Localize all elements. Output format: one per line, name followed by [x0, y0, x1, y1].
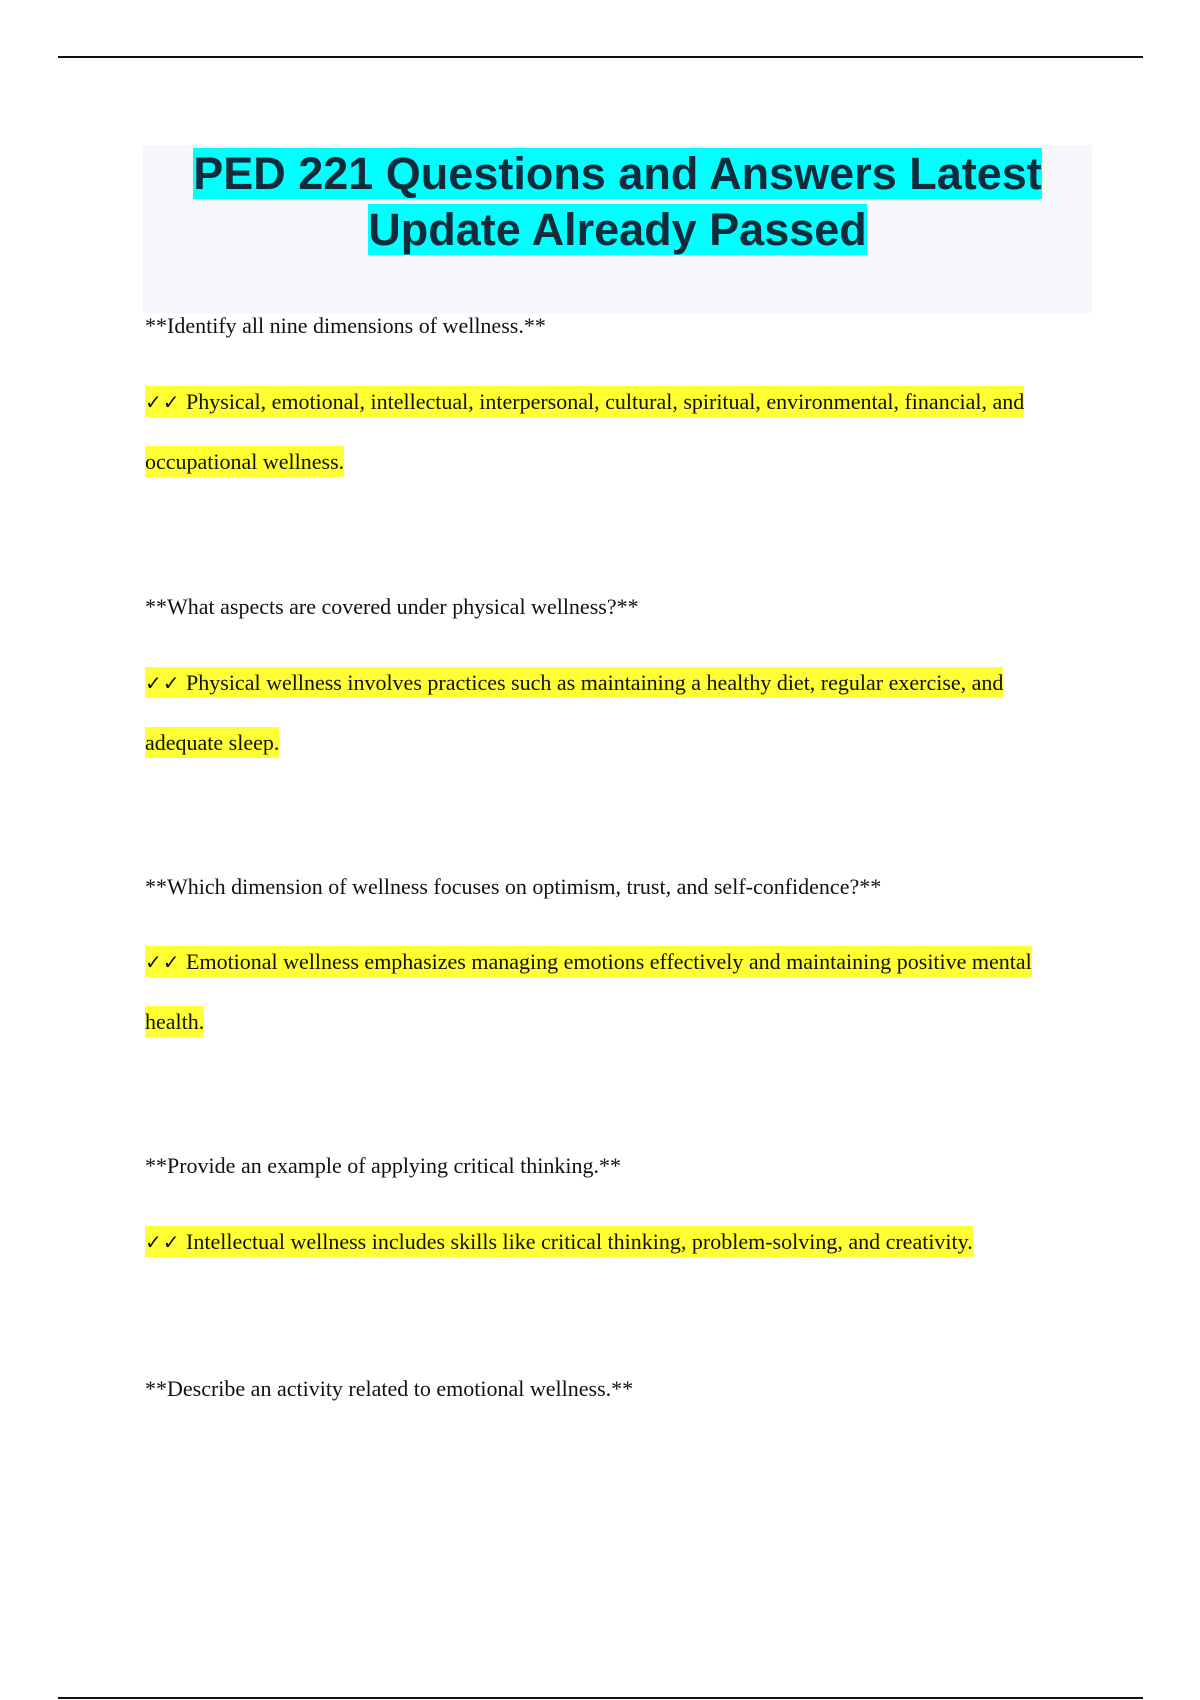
check-icon: ✓✓ [145, 1230, 181, 1254]
document-title-text: PED 221 Questions and Answers Latest Update Already Passed [193, 148, 1042, 255]
answer-1 [145, 372, 1075, 492]
check-icon: ✓✓ [145, 671, 181, 695]
footer-rule [58, 1697, 1143, 1699]
answer-4 [145, 1212, 1075, 1272]
answer-text: Physical, emotional, intellectual, interpersonal, cultural, spiritual, environmental, financial, and occupational wellness. [145, 389, 1025, 474]
question-5: **Describe an activity related to emotional wellness.** [145, 1376, 634, 1401]
header-rule [58, 56, 1143, 58]
question-2: **What aspects are covered under physical wellness?** [145, 594, 639, 619]
document-title [143, 145, 1092, 258]
answer-text: Emotional wellness emphasizes managing emotions effectively and maintaining positive mental health. [145, 949, 1032, 1034]
check-icon: ✓✓ [145, 950, 181, 974]
answer-3 [145, 932, 1075, 1052]
answer-text: Intellectual wellness includes skills like critical thinking, problem-solving, and creativity. [186, 1229, 973, 1254]
title-block [143, 145, 1092, 313]
answer-highlight [145, 946, 1032, 1037]
answer-text: Physical wellness involves practices such as maintaining a healthy diet, regular exercise, and adequate sleep. [145, 670, 1004, 755]
check-icon: ✓✓ [145, 390, 181, 414]
question-3: **Which dimension of wellness focuses on optimism, trust, and self-confidence?** [145, 874, 882, 899]
answer-highlight [145, 667, 1003, 758]
question-1: **Identify all nine dimensions of wellness.** [145, 313, 546, 338]
answer-highlight [145, 386, 1024, 477]
answer-2 [145, 653, 1075, 773]
question-4: **Provide an example of applying critical thinking.** [145, 1153, 621, 1178]
answer-highlight [145, 1226, 973, 1257]
